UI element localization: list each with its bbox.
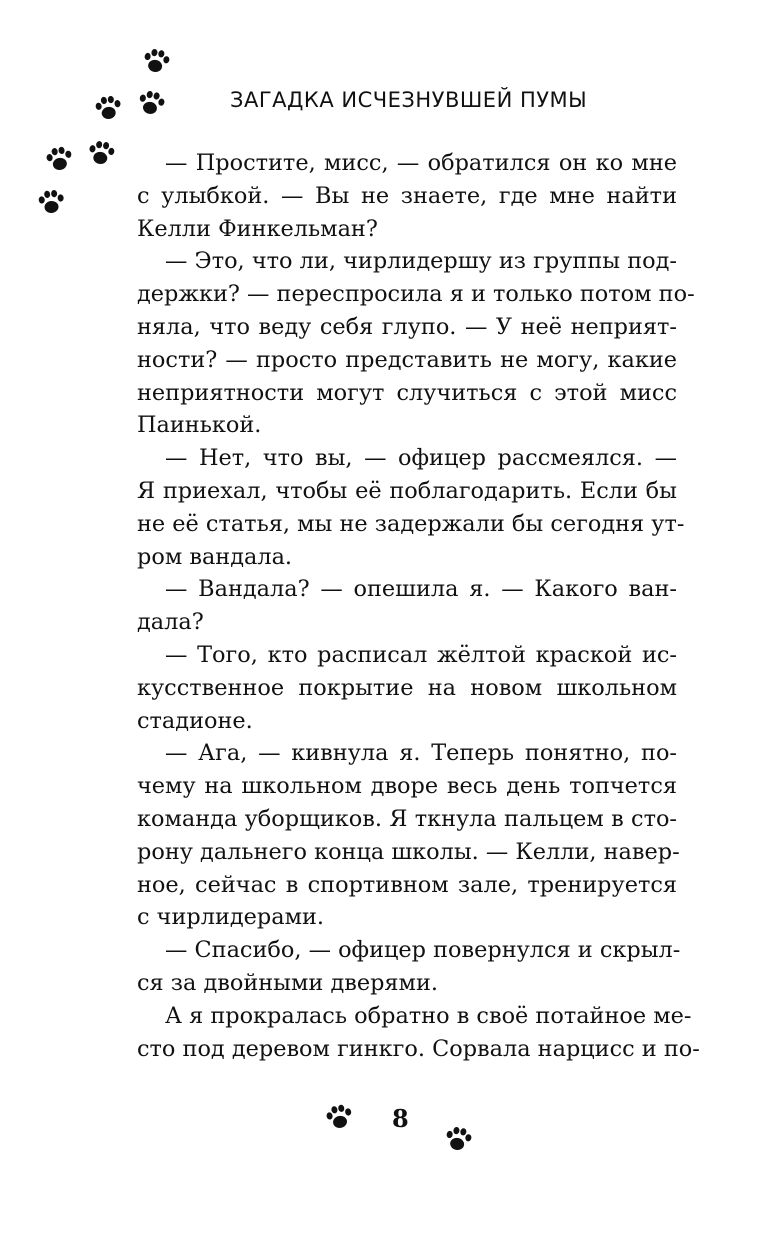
text-line: дала? (137, 609, 204, 636)
text-line: няла, что веду себя глупо. — У неё неприят- (137, 313, 677, 340)
text-line: чему на школьном дворе весь день топчется (137, 773, 677, 800)
text-line: А я прокралась обратно в своё потайное ме- (165, 1002, 692, 1029)
text-line: команда уборщиков. Я ткнула пальцем в сто- (137, 805, 677, 832)
text-line: ное, сейчас в спортивном зале, тренируется (137, 871, 677, 898)
text-line: — Вандала? — опешила я. — Какого ван- (165, 576, 677, 603)
paw-print-icon (35, 186, 68, 219)
text-line: Паинькой. (137, 412, 262, 439)
text-line: ром вандала. (137, 543, 293, 570)
text-line: — Это, что ли, чирлидершу из группы под- (165, 248, 677, 275)
text-line: с улыбкой. — Вы не знаете, где мне найти (137, 182, 677, 209)
text-line: — Нет, что вы, — офицер рассмеялся. — (165, 445, 677, 472)
paw-print-icon (133, 85, 169, 121)
paw-print-icon (84, 136, 118, 170)
text-line: рону дальнего конца школы. — Келли, навер- (137, 838, 680, 865)
text-line: не её статья, мы не задержали бы сегодня ут- (137, 510, 685, 537)
text-line: — Простите, мисс, — обратился он ко мне (165, 150, 677, 176)
body-text (137, 147, 700, 1065)
paw-print-icon (139, 44, 174, 79)
text-line: — Спасибо, — офицер повернулся и скрыл- (165, 937, 681, 964)
text-line: Я приехал, чтобы её поблагодарить. Если бы (137, 477, 677, 504)
text-line: Келли Финкельман? (137, 215, 378, 242)
text-line: стадионе. (137, 707, 253, 734)
text-line: кусственное покрытие на новом школьном (137, 674, 677, 701)
text-line: держки? — переспросила я и только потом по- (137, 281, 695, 308)
page-number: 8 (392, 1104, 409, 1133)
text-line: с чирлидерами. (137, 904, 325, 931)
paw-print-icon (42, 142, 77, 177)
text-line: ности? — просто представить не могу, какие (137, 346, 677, 373)
text-line: сто под деревом гинкго. Сорвала нарцисс и по- (137, 1035, 700, 1062)
text-line: — Ага, — кивнула я. Теперь понятно, по- (165, 740, 677, 767)
paw-print-icon (321, 1099, 357, 1135)
text-line: ся за двойными дверями. (137, 969, 439, 996)
paw-print-icon (441, 1122, 476, 1157)
running-header: ЗАГАДКА ИСЧЕЗНУВШЕЙ ПУМЫ (230, 88, 588, 112)
text-line: — Того, кто расписал жёлтой краской ис- (165, 641, 677, 668)
text-line: неприятности могут случиться с этой мисс (137, 379, 677, 406)
paw-print-icon (91, 91, 125, 125)
